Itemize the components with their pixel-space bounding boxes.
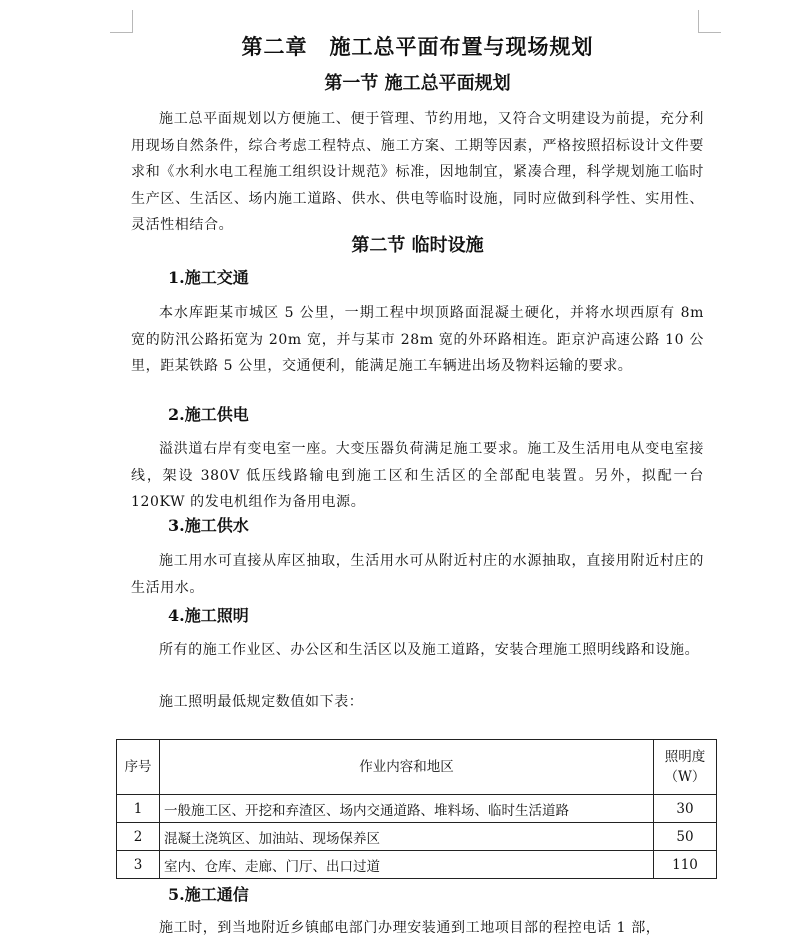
chapter-title: 第二章 施工总平面布置与现场规划	[241, 34, 594, 59]
page-corner-mark-left	[110, 10, 133, 33]
header-no: 序号	[117, 740, 160, 795]
table-row	[117, 823, 717, 851]
communication-heading: 5.施工通信	[168, 885, 249, 904]
table-header-row	[117, 740, 717, 795]
lighting-heading: 4.施工照明	[168, 606, 249, 625]
lighting-paragraph: 所有的施工作业区、办公区和生活区以及施工道路，安装合理施工照明线路和设施。	[159, 642, 700, 658]
row-lux: 50	[654, 823, 717, 851]
row-content: 混凝土浇筑区、加油站、现场保养区	[160, 823, 654, 851]
traffic-paragraph: 本水库距某市城区 5 公里，一期工程中坝顶路面混凝土硬化，并将水坝西原有 8m 宽的防汛公路拓宽为 20m 宽，并与某市 28m 宽的外环路相连。距京沪高速公路 10 公里，距某铁路 5 公里，交通便利，能满足施工车辆进出场及物料运输的要求。	[131, 305, 704, 375]
lighting-table	[116, 739, 717, 879]
row-lux: 30	[654, 795, 717, 823]
traffic-heading: 1.施工交通	[168, 268, 249, 287]
row-content: 一般施工区、开挖和弃渣区、场内交通道路、堆料场、临时生活道路	[160, 795, 654, 823]
water-heading: 3.施工供水	[168, 516, 249, 535]
power-heading: 2.施工供电	[168, 405, 249, 424]
table-row	[117, 851, 717, 879]
row-lux: 110	[654, 851, 717, 879]
row-content: 室内、仓库、走廊、门厅、出口过道	[160, 851, 654, 879]
row-no: 1	[117, 795, 160, 823]
power-paragraph: 溢洪道右岸有变电室一座。大变压器负荷满足施工要求。施工及生活用电从变电室接线，架设 380V 低压线路输电到施工区和生活区的全部配电装置。另外，拟配一台 120KW 的发电机组作为备用电源。	[131, 441, 704, 511]
water-paragraph: 施工用水可直接从库区抽取，生活用水可从附近村庄的水源抽取，直接用附近村庄的生活用水。	[131, 553, 704, 596]
header-content: 作业内容和地区	[160, 740, 654, 795]
header-lux: 照明度（W）	[654, 740, 717, 795]
section-1-title: 第一节 施工总平面规划	[324, 73, 511, 94]
section-2-title: 第二节 临时设施	[351, 235, 484, 256]
table-row	[117, 795, 717, 823]
lighting-table-intro: 施工照明最低规定数值如下表：	[159, 694, 364, 710]
row-no: 2	[117, 823, 160, 851]
communication-paragraph: 施工时，到当地附近乡镇邮电部门办理安装通到工地项目部的程控电话 1 部，	[159, 920, 661, 936]
row-no: 3	[117, 851, 160, 879]
section-1-paragraph: 施工总平面规划以方便施工、便于管理、节约用地，又符合文明建设为前提，充分利用现场自然条件，综合考虑工程特点、施工方案、工期等因素，严格按照招标设计文件要求和《水利水电工程施工组织设计规范》标准，因地制宜，紧凑合理，科学规划施工临时生产区、生活区、场内施工道路、供水、供电等临时设施，同时应做到科学性、实用性、灵活性相结合。	[131, 111, 704, 234]
